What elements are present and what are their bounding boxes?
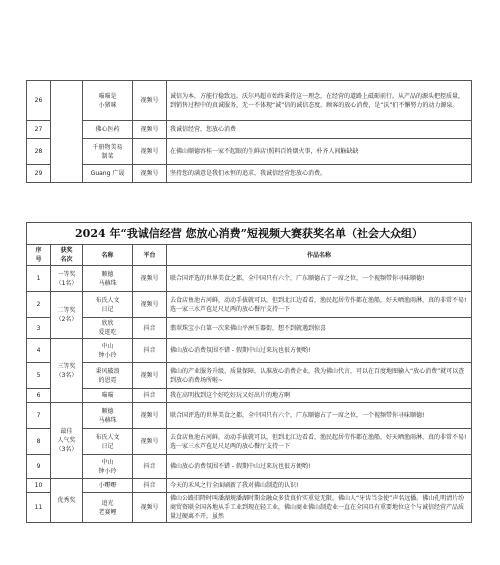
header-no: 序 号 xyxy=(27,245,51,266)
cell-no: 3 xyxy=(27,318,51,339)
table-row xyxy=(27,266,472,292)
cell-work: 佛山放心消费氛围不错 - 假期中山过来玩也很方便哟! xyxy=(167,339,472,363)
cell-no: 29 xyxy=(27,165,51,183)
table-row xyxy=(27,292,472,318)
award-list-table xyxy=(26,244,472,523)
cell-award: 一等奖 （1名） xyxy=(51,266,83,292)
cell-name: 小嘢嘢 xyxy=(83,479,133,493)
table-row xyxy=(27,318,472,339)
cell-platform: 视频号 xyxy=(133,165,167,183)
cell-work: 我诚信经营，您放心消费 xyxy=(167,121,472,139)
cell-work: 翡翠珠宝小白第一次来佛山平洲玉器街，想不到就遇到惊喜 xyxy=(167,318,472,339)
cell-platform: 抖音 xyxy=(133,479,167,493)
cell-no: 7 xyxy=(27,403,51,429)
table-row xyxy=(27,121,472,139)
cell-no: 28 xyxy=(27,139,51,165)
cell-work: 佛山放心消费氛围不错 - 假期中山过来玩也很方便哟! xyxy=(167,455,472,479)
cell-name: 喵喵是 小猪咪 xyxy=(83,81,133,121)
previous-page-table xyxy=(26,80,472,183)
cell-name: 中山 钟小玲 xyxy=(83,455,133,479)
table-row xyxy=(27,403,472,429)
table-row xyxy=(27,339,472,363)
cell-no: 2 xyxy=(27,292,51,318)
cell-no: 5 xyxy=(27,363,51,389)
cell-award: 优秀奖 xyxy=(51,479,83,523)
cell-no: 27 xyxy=(27,121,51,139)
cell-work: 佛山的产业服务升级、质量保障，认准放心消费企业，我为佛山代言，可以在百度地图输入“放心消费”就可以查到放心消费场所啦~ xyxy=(167,363,472,389)
cell-name: 欣欣 爱逛吃 xyxy=(83,318,133,339)
table-row xyxy=(27,455,472,479)
cell-work: 佛山公路旧降时叫潘湖规潘湖时期金融众多货真价实重觉无限。佛山人“牙齿当金使”声名远播。佛山孔明清片纷商贸资联全国各地从手工业到现在轻工业，佛山商业佛山制造业一直在全国具有重要地位这个与诚信经营产品质量过硬离不开，虽然 xyxy=(167,493,472,523)
cell-name: 追光 老赛鲤 xyxy=(83,493,133,523)
cell-award xyxy=(51,81,83,183)
cell-platform: 抖音 xyxy=(133,389,167,403)
table-row xyxy=(27,363,472,389)
cell-work: 坚持您的满意是我们永恒的追求，我诚信经营您放心消费。 xyxy=(167,165,472,183)
cell-work: 去食店鱼池占河鲜，动动手拔就可以，但到北江边看看，渔民起居劳作都在渔船，好天晒渔雨淋，真的非常不易! 选一家三水芦苞足尺足两的放心餐厅支持一下 xyxy=(167,292,472,318)
header-name: 名称 xyxy=(83,245,133,266)
cell-no: 26 xyxy=(27,81,51,121)
cell-platform: 抖音 xyxy=(133,318,167,339)
cell-name: 顺德 马赫珠 xyxy=(83,403,133,429)
cell-award: 最佳 人气奖 （3名） xyxy=(51,403,83,479)
award-list-title: 2024 年“我诚信经营 您放心消费”短视频大赛获奖名单（社会大众组） xyxy=(26,222,472,245)
cell-name: 千册物美易 制菜 xyxy=(83,139,133,165)
cell-platform: 视频号 xyxy=(133,121,167,139)
cell-no: 1 xyxy=(27,266,51,292)
cell-work: 联合国评选的世界美食之都，全中国只有六个，广东顺德占了一席之位，一个视频带你寻味顺德! xyxy=(167,266,472,292)
table-row xyxy=(27,493,472,523)
cell-platform: 视频号 xyxy=(133,363,167,389)
cell-name: 喵喵 xyxy=(83,389,133,403)
cell-award: 二等奖 （2名） xyxy=(51,292,83,339)
cell-no: 8 xyxy=(27,429,51,455)
cell-platform: 视频号 xyxy=(133,429,167,455)
header-work: 作品名称 xyxy=(167,245,472,266)
header-award: 获奖 名次 xyxy=(51,245,83,266)
cell-no: 11 xyxy=(27,493,51,523)
cell-platform: 抖音 xyxy=(133,339,167,363)
cell-platform: 视频号 xyxy=(133,266,167,292)
cell-no: 6 xyxy=(27,389,51,403)
cell-work: 今天的禾风之行全面刷新了我对佛山制造的认识! xyxy=(167,479,472,493)
cell-platform: 视频号 xyxy=(133,292,167,318)
cell-name: 中山 钟小玲 xyxy=(83,339,133,363)
cell-no: 4 xyxy=(27,339,51,363)
cell-name: 秉风破浪 的恩霓 xyxy=(83,363,133,389)
cell-platform: 视频号 xyxy=(133,493,167,523)
cell-name: 佛心医药 xyxy=(83,121,133,139)
table-row xyxy=(27,389,472,403)
table-row xyxy=(27,139,472,165)
table-row xyxy=(27,429,472,455)
cell-platform: 视频号 xyxy=(133,139,167,165)
header-platform: 平台 xyxy=(133,245,167,266)
cell-work: 在佛山顺德容桂一家不起眼的生鲜店!照料百姓烟火事，朴齐人间觞缺缺 xyxy=(167,139,472,165)
cell-work: 去食店鱼池占河鲜，动动手拔就可以，但到北江边看看，渔民起居劳作都在渔船，好天晒渔雨淋，真的非常不易! 选一家三水芦苞足尺足两的放心餐厅支持一下 xyxy=(167,429,472,455)
cell-platform: 视频号 xyxy=(133,81,167,121)
cell-work: 联合国评选的世界美食之都，全中国只有六个，广东顺德占了一席之位，一个视频带你寻味顺德! xyxy=(167,403,472,429)
cell-work: 诚信为本，方能行稳致远。沃尔玛超市始终秉持这一理念，在经营的道路上砥砺前行。从产品的源头把控质量，到销售过程中的真诚服务，无一不体现“诚”信的诚信态度。顾客的放心消费，是“沃”们不懈努力的动力源泉。 xyxy=(167,81,472,121)
cell-platform: 抖音 xyxy=(133,455,167,479)
table-row xyxy=(27,479,472,493)
cell-name: Guang 广晟 xyxy=(83,165,133,183)
cell-work: 我在高明找到这个好吃好玩又好出片的地方啊 xyxy=(167,389,472,403)
cell-name: 顺德 马赫珠 xyxy=(83,266,133,292)
cell-platform: 视频号 xyxy=(133,403,167,429)
cell-no: 10 xyxy=(27,479,51,493)
cell-name: 布氏人文 日记 xyxy=(83,429,133,455)
table-row xyxy=(27,165,472,183)
cell-name: 布氏人文 日记 xyxy=(83,292,133,318)
cell-no: 9 xyxy=(27,455,51,479)
table-row xyxy=(27,81,472,121)
header-row xyxy=(27,245,472,266)
cell-award: 三等奖 （3名） xyxy=(51,339,83,403)
